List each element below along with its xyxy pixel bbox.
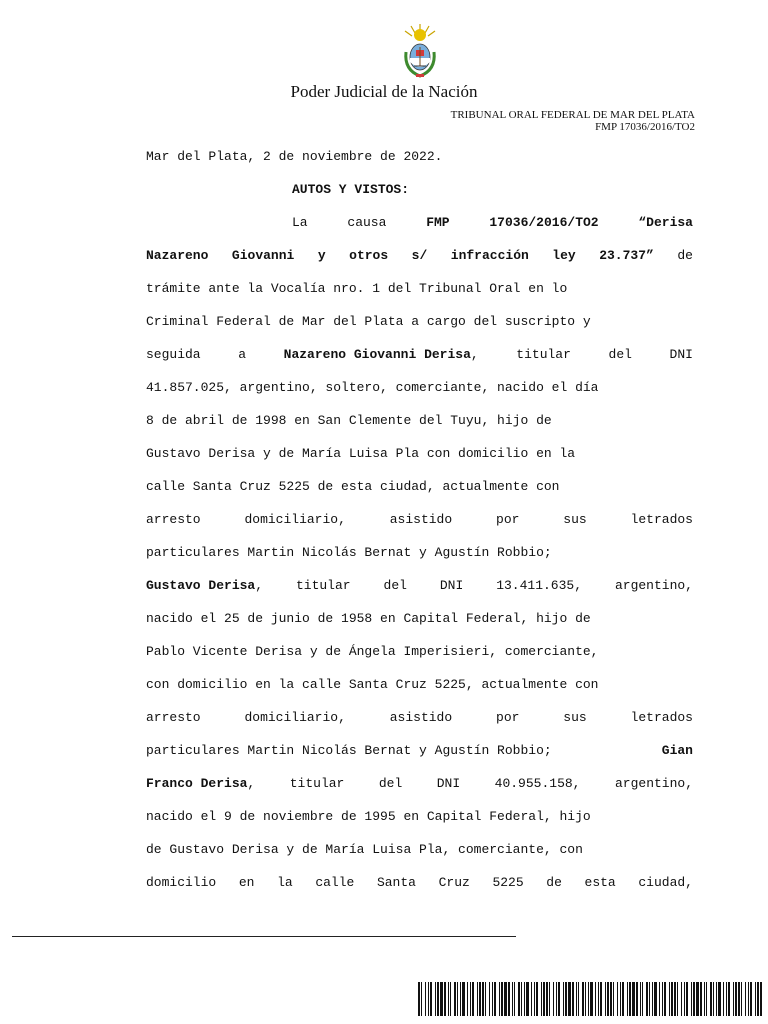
barcode-bar [421,982,422,1016]
word: a [238,347,247,362]
text-line: 41.857.025, argentino, soltero, comerciante, nacido el día [146,380,599,395]
barcode-bar [492,982,493,1016]
barcode-bar [440,982,443,1016]
barcode-bar [595,982,596,1016]
barcode-bar [531,982,532,1016]
word: esta [584,875,616,890]
barcode-bar [477,982,478,1016]
word: titular [289,776,345,791]
barcode-bar [613,982,614,1016]
barcode-bar [757,982,759,1016]
barcode-bar [622,982,624,1016]
barcode-bar [671,982,673,1016]
barcode-bar [607,982,609,1016]
barcode-bar [649,982,650,1016]
tribunal-header [451,109,695,133]
text-line: Gustavo Derisa y de María Luisa Pla con domicilio en la [146,446,576,461]
barcode-bar [482,982,484,1016]
text-line: 8 de abril de 1998 en San Clemente del Tuyu, hijo de [146,413,552,428]
word: sus [563,710,587,725]
word: otros [349,248,389,263]
barcode-bar [578,982,579,1016]
barcode-bar [652,982,653,1016]
word: domicilio [146,875,217,890]
barcode-bar [755,982,756,1016]
word: , [247,776,256,791]
barcode-bar [444,982,446,1016]
barcode-bar [741,982,742,1016]
text-line: de Gustavo Derisa y de María Luisa Pla, comerciante, con [146,842,583,857]
barcode-bar [735,982,737,1016]
court-name: Poder Judicial de la Nación [290,82,478,101]
word: 40.955.158, [494,776,581,791]
barcode-bar [485,982,486,1016]
word: titular [295,578,351,593]
barcode-bar [760,982,762,1016]
word: de [677,248,693,263]
barcode-bar [662,982,663,1016]
text-line [146,343,693,376]
word: Giovanni [231,248,295,263]
word: argentino, [614,776,693,791]
barcode-bar [617,982,618,1016]
word: por [496,512,520,527]
barcode-bar [745,982,746,1016]
text-line: Pablo Vicente Derisa y de Ángela Imperisieri, comerciante, [146,644,599,659]
text-line: con domicilio en la calle Santa Cruz 5225, actualmente con [146,677,599,692]
barcode-bar [418,982,420,1016]
word: particulares Martin Nicolás Bernat y Agustín Robbio; [146,743,552,758]
text-line [146,706,693,739]
barcode-bar [470,982,471,1016]
word: letrados [630,710,693,725]
text-line: calle Santa Cruz 5225 de esta ciudad, actualmente con [146,479,560,494]
barcode-bar [489,982,490,1016]
word: por [496,710,520,725]
barcode-bar [462,982,465,1016]
barcode-bar [521,982,522,1016]
barcode-bar [526,982,529,1016]
barcode-bar [472,982,474,1016]
barcode-bar [467,982,468,1016]
word: DNI [669,347,693,362]
barcode-bar [430,982,432,1016]
word: y [317,248,326,263]
barcode-bar [733,982,734,1016]
barcode-bar [664,982,666,1016]
word: asistido [389,710,453,725]
barcode-bar [684,982,685,1016]
barcode-icon [418,982,762,1016]
barcode-bar [605,982,606,1016]
barcode-bar [454,982,456,1016]
barcode-bar [588,982,589,1016]
section-heading: AUTOS Y VISTOS: [292,182,410,197]
barcode-bar [543,982,545,1016]
barcode-bar [428,982,429,1016]
word: causa [347,215,387,230]
word: del [378,776,403,791]
word: asistido [389,512,453,527]
barcode-bar [620,982,621,1016]
barcode-bar [546,982,548,1016]
word: Cruz [438,875,470,890]
barcode-bar [437,982,439,1016]
barcode-bar [750,982,752,1016]
barcode-bar [457,982,458,1016]
barcode-bar [674,982,676,1016]
barcode-bar [681,982,682,1016]
barcode-bar [686,982,688,1016]
word: DNI [439,578,464,593]
barcode-bar [713,982,714,1016]
footer-rule [12,936,516,937]
word: 5225 [492,875,524,890]
word: infracción [450,248,529,263]
barcode-bar [716,982,717,1016]
barcode-bar [460,982,461,1016]
barcode-bar [704,982,705,1016]
coat-of-arms-icon [400,22,440,80]
barcode-bar [450,982,451,1016]
barcode-bar [541,982,542,1016]
word: arresto [146,710,201,725]
barcode-bar [642,982,643,1016]
word: 17036/2016/TO2 [489,215,599,230]
barcode-bar [723,982,724,1016]
barcode-bar [479,982,481,1016]
text-line [146,508,693,541]
word: DNI [436,776,461,791]
barcode-bar [494,982,496,1016]
tribunal-name: TRIBUNAL ORAL FEDERAL DE MAR DEL PLATA [450,109,695,121]
barcode-bar [556,982,557,1016]
word: ley [552,248,576,263]
defendant-name: Franco Derisa [146,776,248,791]
barcode-bar [710,982,712,1016]
word: del [383,578,407,593]
barcode-bar [514,982,515,1016]
barcode-bar [534,982,535,1016]
barcode-bar [629,982,631,1016]
defendant-name: Nazareno Giovanni Derisa [283,347,471,362]
file-reference: FMP 17036/2016/TO2 [595,121,695,133]
barcode-bar [576,982,577,1016]
barcode-bar [646,982,648,1016]
word: en [238,875,255,890]
date-line: Mar del Plata, 2 de noviembre de 2022. [146,149,443,164]
text-line: nacido el 9 de noviembre de 1995 en Capital Federal, hijo [146,809,591,824]
text-line [146,772,693,805]
text-line: Criminal Federal de Mar del Plata a cargo del suscripto y [146,314,591,329]
barcode-bar [632,982,635,1016]
barcode-bar [499,982,500,1016]
word: argentino, [614,578,693,593]
text-line [146,211,693,244]
text-line: trámite ante la Vocalía nro. 1 del Tribunal Oral en lo [146,281,568,296]
barcode-bar [524,982,525,1016]
text-line [146,244,693,277]
text-line [146,739,693,772]
text-line: particulares Martin Nicolás Bernat y Agustín Robbio; [146,545,552,560]
barcode-bar [549,982,550,1016]
barcode-bar [582,982,584,1016]
barcode-bar [610,982,612,1016]
word: domiciliario, [244,710,346,725]
barcode-bar [627,982,628,1016]
barcode-bar [693,982,695,1016]
word: sus [563,512,587,527]
barcode-bar [691,982,692,1016]
barcode-bar [696,982,699,1016]
barcode-bar [558,982,560,1016]
defendant-name: Gian [661,743,693,758]
word: Santa [376,875,416,890]
barcode-bar [718,982,721,1016]
barcode-bar [726,982,727,1016]
barcode-bar [568,982,571,1016]
barcode-bar [738,982,740,1016]
barcode-bar [512,982,513,1016]
barcode-bar [518,982,520,1016]
text-line [146,574,693,607]
word: domiciliario, [244,512,346,527]
barcode-bar [748,982,749,1016]
barcode-bar [563,982,564,1016]
barcode-bar [590,982,593,1016]
word: titular [516,347,571,362]
barcode-bar [669,982,670,1016]
barcode-bar [728,982,730,1016]
barcode-bar [504,982,507,1016]
word: ciudad, [638,875,693,890]
word: s/ [411,248,428,263]
word: calle [315,875,355,890]
word: 13.411.635, [496,578,583,593]
barcode-bar [659,982,660,1016]
word: , [470,347,479,362]
barcode-bar [572,982,574,1016]
resolution-body [146,145,693,904]
word: de [546,875,562,890]
barcode-bar [700,982,702,1016]
barcode-bar [600,982,602,1016]
barcode-bar [677,982,678,1016]
barcode-bar [448,982,449,1016]
barcode-bar [598,982,599,1016]
word: “Derisa [638,215,693,230]
defendant-name: Gustavo Derisa [146,578,256,593]
barcode-bar [553,982,554,1016]
text-line [146,871,693,904]
word: letrados [630,512,693,527]
word: Nazareno [146,248,209,263]
barcode-bar [501,982,503,1016]
word: FMP [426,215,450,230]
word: seguida [146,347,201,362]
barcode-bar [654,982,657,1016]
barcode-bar [536,982,538,1016]
word: La [292,215,308,230]
barcode-bar [435,982,436,1016]
barcode-bar [706,982,707,1016]
word: del [608,347,632,362]
barcode-bar [565,982,567,1016]
word: arresto [146,512,201,527]
word: la [277,875,293,890]
barcode-bar [425,982,426,1016]
word: , [255,578,264,593]
barcode-bar [640,982,641,1016]
barcode-bar [636,982,638,1016]
barcode-bar [508,982,510,1016]
word: 23.737” [599,248,654,263]
barcode-bar [585,982,586,1016]
text-line: nacido el 25 de junio de 1958 en Capital Federal, hijo de [146,611,591,626]
